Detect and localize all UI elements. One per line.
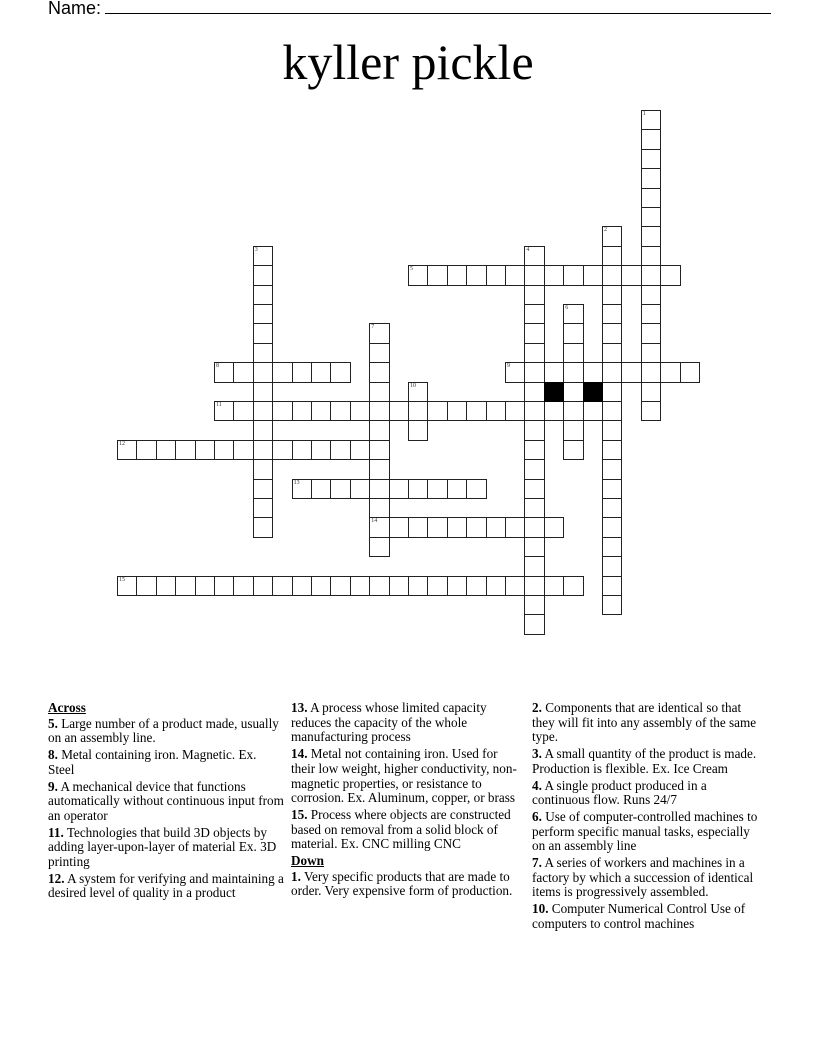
grid-cell[interactable] [427,265,447,285]
grid-cell[interactable] [233,576,253,596]
grid-cell[interactable] [253,265,273,285]
grid-cell[interactable] [292,479,312,499]
grid-cell[interactable] [195,576,215,596]
cell-number: 1 [642,111,646,117]
clue-text: Metal containing iron. Magnetic. Ex. Steel [48,747,257,777]
grid-cell[interactable] [350,440,370,460]
clue-number: 7. [532,855,542,871]
grid-cell[interactable] [408,576,428,596]
grid-cell[interactable] [602,285,622,305]
grid-cell[interactable] [641,149,661,169]
grid-cell[interactable] [427,479,447,499]
grid-cell[interactable] [544,362,564,382]
grid-cell[interactable] [156,576,176,596]
grid-cell[interactable] [389,576,409,596]
grid-cell[interactable] [524,556,544,576]
across-heading: Across [48,700,86,715]
grid-cell[interactable] [505,265,525,285]
grid-cell[interactable] [253,285,273,305]
grid-cell[interactable] [524,362,544,382]
clue-text: Process where objects are constructed based on removal from a solid block of material. Ex. CNC milling CNC [291,806,511,852]
grid-cell[interactable] [369,362,389,382]
grid-cell[interactable] [602,556,622,576]
grid-cell[interactable] [602,265,622,285]
grid-cell[interactable] [641,362,661,382]
grid-cell[interactable] [602,440,622,460]
grid-cell[interactable] [466,401,486,421]
grid-cell[interactable] [641,188,661,208]
grid-cell[interactable] [524,285,544,305]
grid-cell[interactable] [350,479,370,499]
grid-cell[interactable] [524,595,544,615]
clues-column-3 [532,701,762,934]
grid-cell[interactable] [253,479,273,499]
cell-number: 5 [410,266,413,273]
grid-cell[interactable] [641,226,661,246]
grid-cell[interactable] [524,343,544,363]
grid-cell[interactable] [330,401,350,421]
grid-cell[interactable] [350,576,370,596]
black-cell [583,382,603,402]
cell-number: 8 [216,363,219,370]
grid-cell[interactable] [563,420,583,440]
grid-cell[interactable] [253,576,273,596]
grid-cell[interactable] [272,401,292,421]
clue-down-2 [532,701,762,745]
grid-cell[interactable] [292,440,312,460]
grid-cell[interactable] [466,576,486,596]
cell-number: 7 [371,324,375,331]
grid-cell[interactable] [369,343,389,363]
black-cell [544,382,564,402]
grid-cell[interactable] [369,323,389,343]
clue-down-10 [532,902,762,931]
grid-cell[interactable] [524,420,544,440]
grid-cell[interactable] [117,440,137,460]
grid-cell[interactable] [641,110,661,130]
grid-cell[interactable] [214,440,234,460]
clue-text: Computer Numerical Control Use of computers to control machines [532,901,746,931]
clue-text: Very specific products that are made to order. Very expensive form of production. [291,868,513,899]
clue-across-8 [48,748,286,777]
cell-number: 2 [604,227,607,234]
grid-cell[interactable] [389,517,409,537]
grid-cell[interactable] [175,440,195,460]
grid-cell[interactable] [486,517,506,537]
grid-cell[interactable] [505,401,525,421]
grid-cell[interactable] [389,479,409,499]
clue-number: 6. [532,808,542,824]
clue-text: A single product produced in a continuous flow. Runs 24/7 [532,777,707,808]
grid-cell[interactable] [602,304,622,324]
grid-cell[interactable] [602,595,622,615]
grid-cell[interactable] [311,362,331,382]
grid-cell[interactable] [563,440,583,460]
grid-cell[interactable] [427,401,447,421]
grid-cell[interactable] [524,614,544,634]
clue-number: 10. [532,901,549,917]
clue-number: 2. [532,700,542,715]
grid-cell[interactable] [272,440,292,460]
grid-cell[interactable] [427,576,447,596]
grid-cell[interactable] [369,517,389,537]
grid-cell[interactable] [505,517,525,537]
grid-cell[interactable] [563,343,583,363]
grid-cell[interactable] [602,459,622,479]
grid-cell[interactable] [563,323,583,343]
clue-across-13 [291,701,521,745]
grid-cell[interactable] [544,576,564,596]
cell-number: 12 [119,440,125,447]
grid-cell[interactable] [330,479,350,499]
grid-cell[interactable] [466,479,486,499]
clue-number: 1. [291,868,301,884]
grid-cell[interactable] [621,265,641,285]
grid-cell[interactable] [602,401,622,421]
grid-cell[interactable] [350,401,370,421]
grid-cell[interactable] [660,362,680,382]
grid-cell[interactable] [253,382,273,402]
clue-text: A system for verifying and maintaining a desired level of quality in a product [48,870,284,901]
clue-text: Technologies that build 3D objects by adding layer-upon-layer of material Ex. 3D printing [48,824,277,870]
grid-cell[interactable] [641,401,661,421]
cell-number: 4 [526,246,530,253]
grid-cell[interactable] [369,420,389,440]
name-label: Name: [48,0,102,18]
grid-cell[interactable] [408,265,428,285]
cell-number: 13 [293,479,300,486]
clue-number: 5. [48,715,58,731]
grid-cell[interactable] [233,401,253,421]
grid-cell[interactable] [563,362,583,382]
clue-text: A process whose limited capacity reduces the capacity of the whole manufacturing process [291,700,487,745]
grid-cell[interactable] [602,479,622,499]
grid-cell[interactable] [524,246,544,266]
grid-cell[interactable] [602,246,622,266]
grid-cell[interactable] [214,401,234,421]
grid-cell[interactable] [253,246,273,266]
grid-cell[interactable] [524,479,544,499]
grid-cell[interactable] [524,401,544,421]
grid-cell[interactable] [253,420,273,440]
grid-cell[interactable] [369,440,389,460]
grid-cell[interactable] [486,576,506,596]
grid-cell[interactable] [524,382,544,402]
grid-cell[interactable] [641,265,661,285]
clue-number: 11. [48,824,64,840]
grid-cell[interactable] [369,576,389,596]
grid-cell[interactable] [641,168,661,188]
grid-cell[interactable] [369,537,389,557]
down-heading: Down [291,853,324,869]
clue-number: 13. [291,700,308,715]
grid-cell[interactable] [602,537,622,557]
grid-cell[interactable] [602,498,622,518]
clue-number: 4. [532,777,542,793]
grid-cell[interactable] [330,576,350,596]
cell-number: 15 [119,576,125,583]
clue-text: Large number of a product made, usually on an assembly line. [48,715,279,746]
grid-cell[interactable] [330,362,350,382]
grid-cell[interactable] [136,440,156,460]
grid-cell[interactable] [544,517,564,537]
clue-across-11 [48,826,286,870]
grid-cell[interactable] [660,265,680,285]
clue-down-4 [532,779,762,808]
grid-cell[interactable] [563,265,583,285]
grid-cell[interactable] [524,304,544,324]
grid-cell[interactable] [369,459,389,479]
cell-number: 6 [565,305,569,311]
grid-cell[interactable] [505,576,525,596]
grid-cell[interactable] [233,440,253,460]
clue-down-7 [532,856,762,900]
grid-cell[interactable] [253,440,273,460]
grid-cell[interactable] [641,207,661,227]
grid-cell[interactable] [292,401,312,421]
grid-cell[interactable] [253,304,273,324]
grid-cell[interactable] [156,440,176,460]
cell-number: 9 [507,363,510,370]
grid-cell[interactable] [253,343,273,363]
grid-cell[interactable] [253,362,273,382]
grid-cell[interactable] [117,576,137,596]
grid-cell[interactable] [389,401,409,421]
grid-cell[interactable] [292,576,312,596]
clue-across-9 [48,780,286,824]
grid-cell[interactable] [233,362,253,382]
grid-cell[interactable] [602,362,622,382]
grid-cell[interactable] [292,362,312,382]
grid-cell[interactable] [408,479,428,499]
cell-number: 3 [254,246,258,253]
grid-cell[interactable] [466,265,486,285]
grid-cell[interactable] [447,401,467,421]
clue-number: 3. [532,746,542,762]
grid-cell[interactable] [641,343,661,363]
grid-cell[interactable] [583,265,603,285]
clues-column-2 [291,701,521,901]
grid-cell[interactable] [214,362,234,382]
grid-cell[interactable] [408,382,428,402]
clue-number: 9. [48,778,58,794]
clue-down-3 [532,747,762,776]
grid-cell[interactable] [369,401,389,421]
grid-cell[interactable] [524,323,544,343]
grid-cell[interactable] [272,576,292,596]
grid-cell[interactable] [369,479,389,499]
clue-text: Components that are identical so that they will fit into any assembly of the same type. [532,700,757,745]
grid-cell[interactable] [253,459,273,479]
grid-cell[interactable] [563,304,583,324]
grid-cell[interactable] [195,440,215,460]
clue-across-14 [291,747,521,806]
grid-cell[interactable] [447,479,467,499]
grid-cell[interactable] [544,265,564,285]
grid-cell[interactable] [524,576,544,596]
grid-cell[interactable] [641,382,661,402]
grid-cell[interactable] [563,401,583,421]
clues-column-1 [48,701,286,903]
clue-text: A small quantity of the product is made. Production is flexible. Ex. Ice Cream [532,746,757,776]
grid-cell[interactable] [466,517,486,537]
grid-cell[interactable] [602,576,622,596]
grid-cell[interactable] [253,517,273,537]
grid-cell[interactable] [641,129,661,149]
grid-cell[interactable] [602,343,622,363]
grid-cell[interactable] [602,517,622,537]
clue-across-12 [48,872,286,901]
clue-number: 15. [291,806,308,822]
grid-cell[interactable] [253,498,273,518]
clue-across-15 [291,808,521,852]
grid-cell[interactable] [486,401,506,421]
grid-cell[interactable] [524,265,544,285]
grid-cell[interactable] [253,401,273,421]
grid-cell[interactable] [524,459,544,479]
clue-text: Use of computer-controlled machines to perform specific manual tasks, especially on an assembly line [532,808,758,854]
grid-cell[interactable] [544,401,564,421]
clue-number: 12. [48,870,65,886]
clue-number: 8. [48,747,58,763]
grid-cell[interactable] [524,440,544,460]
grid-cell[interactable] [641,304,661,324]
grid-cell[interactable] [253,323,273,343]
grid-cell[interactable] [311,401,331,421]
grid-cell[interactable] [330,440,350,460]
clue-number: 14. [291,746,308,762]
grid-cell[interactable] [583,401,603,421]
grid-cell[interactable] [175,576,195,596]
grid-cell[interactable] [602,382,622,402]
grid-cell[interactable] [602,226,622,246]
grid-cell[interactable] [408,517,428,537]
clue-text: Metal not containing iron. Used for their low weight, higher conductivity, non-magnetic properties, or resistance to corrosion. Ex. Aluminum, copper, or brass [291,746,517,806]
grid-cell[interactable] [602,420,622,440]
grid-cell[interactable] [524,517,544,537]
grid-cell[interactable] [505,362,525,382]
grid-cell[interactable] [563,382,583,402]
clue-down-6 [532,810,762,854]
grid-cell[interactable] [311,576,331,596]
grid-cell[interactable] [524,537,544,557]
grid-cell[interactable] [311,479,331,499]
clue-down-1 [291,870,521,899]
grid-cell[interactable] [447,576,467,596]
grid-cell[interactable] [680,362,700,382]
grid-cell[interactable] [583,362,603,382]
grid-cell[interactable] [447,265,467,285]
cell-number: 14 [371,518,378,525]
clue-text: A series of workers and machines in a factory by which a succession of identical items is progressively assembled. [532,855,754,900]
grid-cell[interactable] [272,362,292,382]
grid-cell[interactable] [369,382,389,402]
grid-cell[interactable] [602,323,622,343]
grid-cell[interactable] [641,285,661,305]
cell-number: 11 [216,402,222,408]
clue-text: A mechanical device that functions automatically without continuous input from an operator [48,778,284,823]
grid-cell[interactable] [408,420,428,440]
grid-cell[interactable] [447,517,467,537]
grid-cell[interactable] [486,265,506,285]
grid-cell[interactable] [369,498,389,518]
grid-cell[interactable] [563,576,583,596]
grid-cell[interactable] [408,401,428,421]
clue-across-5 [48,717,286,746]
grid-cell[interactable] [136,576,156,596]
grid-cell[interactable] [524,498,544,518]
grid-cell[interactable] [641,323,661,343]
grid-cell[interactable] [214,576,234,596]
grid-cell[interactable] [427,517,447,537]
cell-number: 10 [410,382,416,389]
puzzle-title: kyller pickle [282,34,534,90]
grid-cell[interactable] [621,362,641,382]
grid-cell[interactable] [641,246,661,266]
grid-cell[interactable] [311,440,331,460]
